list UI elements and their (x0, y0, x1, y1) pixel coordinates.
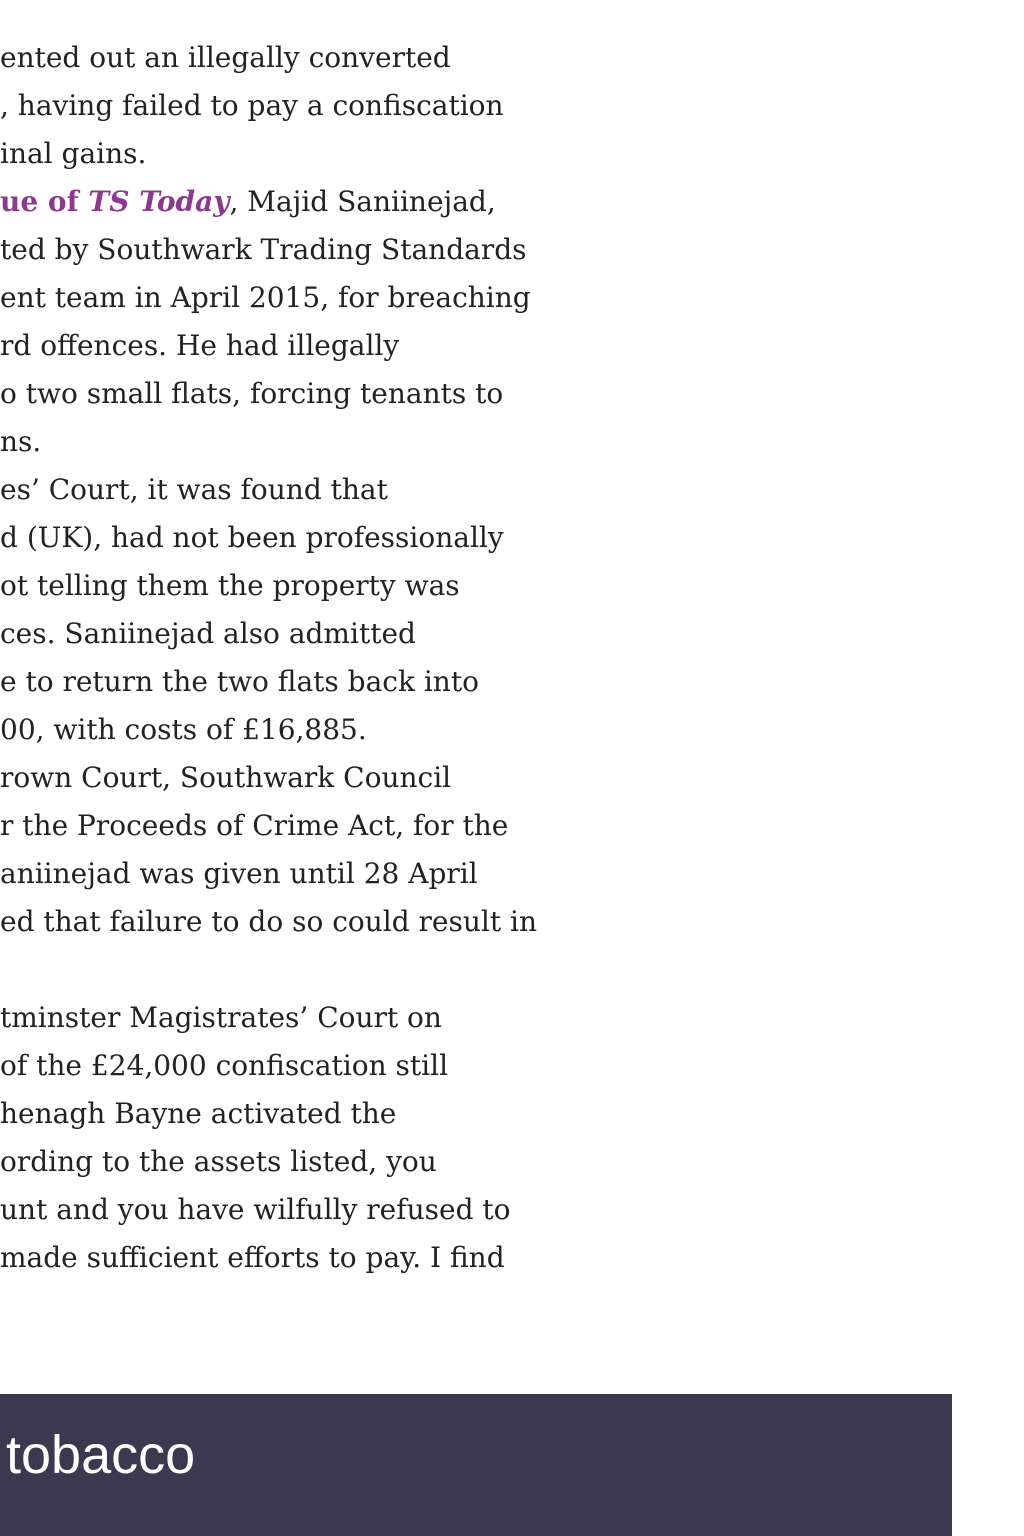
article-line: tminster Magistrates’ Court on (0, 1001, 442, 1034)
article-line: inal gains. (0, 137, 147, 170)
article-line: ented out an illegally converted (0, 41, 451, 74)
article-line: o two small flats, forcing tenants to (0, 377, 504, 410)
article-line: unt and you have wilfully refused to (0, 1193, 511, 1226)
article-line-rest: , Majid Saniinejad, (229, 185, 496, 218)
article-line: ces. Saniinejad also admitted (0, 617, 416, 650)
article-line: henagh Bayne activated the (0, 1097, 397, 1130)
article-line: of the £24,000 confiscation still (0, 1049, 449, 1082)
ts-today-issue-link[interactable] (0, 185, 229, 218)
article-line: ed that failure to do so could result in (0, 905, 538, 938)
ts-today-title: TS Today (88, 185, 230, 218)
tobacco-section-banner[interactable] (0, 1394, 952, 1536)
article-line: ording to the assets listed, you (0, 1145, 437, 1178)
article-line: d (UK), had not been professionally (0, 521, 504, 554)
article-line: r the Proceeds of Crime Act, for the (0, 809, 509, 842)
article-line: made sufficient efforts to pay. I find (0, 1241, 505, 1274)
article-line: rd offences. He had illegally (0, 329, 400, 362)
paragraph-gap (0, 946, 1024, 994)
article-line: ted by Southwark Trading Standards (0, 233, 527, 266)
article-line: ns. (0, 425, 42, 458)
article-line: , having failed to pay a confiscation (0, 89, 504, 122)
article-line: e to return the two flats back into (0, 665, 479, 698)
article-line: rown Court, Southwark Council (0, 761, 452, 794)
article-line: ent team in April 2015, for breaching (0, 281, 531, 314)
article-line: aniinejad was given until 28 April (0, 857, 478, 890)
issue-link-text: ue of (0, 185, 89, 218)
article-line: es’ Court, it was found that (0, 473, 388, 506)
article-line: 00, with costs of £16,885. (0, 713, 367, 746)
article-body (0, 34, 1024, 1282)
article-line-with-link (0, 178, 1024, 226)
banner-title: tobacco (6, 1425, 196, 1485)
article-line: ot telling them the property was (0, 569, 460, 602)
